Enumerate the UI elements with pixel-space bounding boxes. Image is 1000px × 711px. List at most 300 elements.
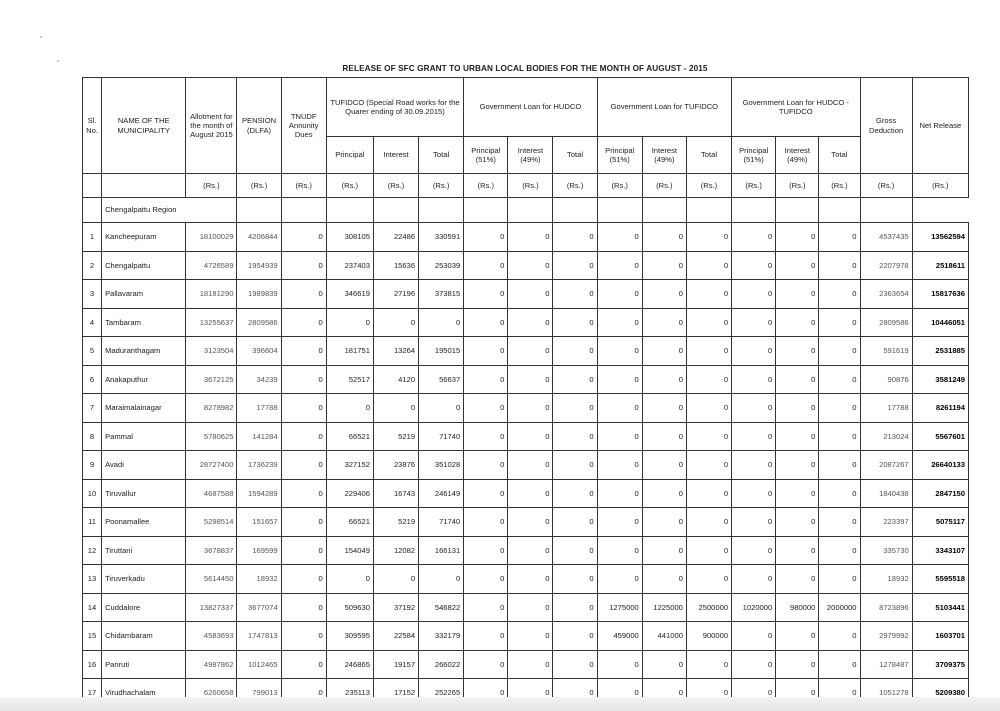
hudco-tufidco-interest-cell: 0: [776, 365, 819, 394]
gross-deduction-cell: 17788: [860, 394, 912, 423]
net-release-cell: 15817636: [912, 280, 968, 309]
hudco-principal-cell: 0: [464, 422, 508, 451]
tufidco-loan-interest-cell: 441000: [642, 622, 686, 651]
tufidco-interest-cell: 16743: [373, 479, 418, 508]
hudco-tufidco-total-cell: 0: [819, 508, 860, 537]
pension-cell: 1736239: [237, 451, 281, 480]
tnudf-cell: 0: [281, 622, 326, 651]
table-row: [83, 251, 969, 280]
pension-cell: 151657: [237, 508, 281, 537]
municipality-cell: Cuddalore: [102, 593, 186, 622]
hudco-total-cell: 0: [553, 337, 597, 366]
gross-deduction-cell: 90876: [860, 365, 912, 394]
region-cell-blank: [642, 198, 686, 223]
tufidco-loan-interest-cell: 0: [642, 479, 686, 508]
units-cell: (Rs.): [419, 174, 464, 198]
page-bottom-edge: [0, 697, 1000, 711]
net-release-cell: 2847150: [912, 479, 968, 508]
gross-deduction-cell: 591619: [860, 337, 912, 366]
tufidco-loan-total-cell: 0: [686, 451, 731, 480]
region-cell-blank: [553, 198, 597, 223]
units-cell: (Rs.): [326, 174, 373, 198]
hudco-total-cell: 0: [553, 251, 597, 280]
gross-deduction-cell: 4537435: [860, 223, 912, 252]
col-header-total: Total: [419, 137, 464, 174]
pension-cell: 17788: [237, 394, 281, 423]
table-row: [83, 365, 969, 394]
tufidco-loan-interest-cell: 0: [642, 308, 686, 337]
hudco-tufidco-interest-cell: 0: [776, 451, 819, 480]
tufidco-loan-principal-cell: 0: [597, 365, 642, 394]
gross-deduction-cell: 8723896: [860, 593, 912, 622]
hudco-interest-cell: 0: [508, 451, 553, 480]
net-release-cell: 3581249: [912, 365, 968, 394]
col-header-total: Total: [553, 137, 597, 174]
tufidco-principal-cell: 52517: [326, 365, 373, 394]
municipality-cell: Tambaram: [102, 308, 186, 337]
scan-speck: [40, 36, 42, 38]
tufidco-loan-principal-cell: 0: [597, 280, 642, 309]
hudco-principal-cell: 0: [464, 650, 508, 679]
tnudf-cell: 0: [281, 593, 326, 622]
page-title: RELEASE OF SFC GRANT TO URBAN LOCAL BODIES FOR THE MONTH OF AUGUST - 2015: [342, 64, 708, 73]
hudco-interest-cell: 0: [508, 679, 553, 708]
table-row: [83, 508, 969, 537]
gross-deduction-cell: 2363654: [860, 280, 912, 309]
tufidco-loan-principal-cell: 0: [597, 223, 642, 252]
col-group-hudco: Government Loan for HUDCO: [464, 78, 597, 137]
tufidco-total-cell: 330591: [419, 223, 464, 252]
tufidco-total-cell: 246149: [419, 479, 464, 508]
hudco-total-cell: 0: [553, 223, 597, 252]
units-cell: (Rs.): [553, 174, 597, 198]
hudco-interest-cell: 0: [508, 223, 553, 252]
net-release-cell: 26640133: [912, 451, 968, 480]
allotment-cell: 28727400: [186, 451, 237, 480]
col-header-sl: Sl. No.: [83, 78, 102, 174]
municipality-cell: Virudhachalam: [102, 679, 186, 708]
tufidco-loan-total-cell: 0: [686, 365, 731, 394]
tufidco-principal-cell: 346619: [326, 280, 373, 309]
tufidco-loan-total-cell: 0: [686, 308, 731, 337]
tufidco-loan-principal-cell: 0: [597, 508, 642, 537]
col-header-total: Total: [686, 137, 731, 174]
hudco-total-cell: 0: [553, 365, 597, 394]
municipality-cell: Kancheepuram: [102, 223, 186, 252]
table-row: [83, 536, 969, 565]
gross-deduction-cell: 2809586: [860, 308, 912, 337]
hudco-interest-cell: 0: [508, 280, 553, 309]
tufidco-loan-principal-cell: 0: [597, 565, 642, 594]
net-release-cell: 10446051: [912, 308, 968, 337]
hudco-tufidco-total-cell: 0: [819, 337, 860, 366]
region-cell-blank: [819, 198, 860, 223]
hudco-tufidco-principal-cell: 0: [732, 280, 776, 309]
gross-deduction-cell: 1278487: [860, 650, 912, 679]
col-header-principal-51: Principal (51%): [597, 137, 642, 174]
tufidco-loan-interest-cell: 0: [642, 536, 686, 565]
units-cell: (Rs.): [776, 174, 819, 198]
pension-cell: 1594289: [237, 479, 281, 508]
municipality-cell: Tiruttani: [102, 536, 186, 565]
gross-deduction-cell: 2207978: [860, 251, 912, 280]
hudco-tufidco-total-cell: 0: [819, 365, 860, 394]
tufidco-total-cell: 56637: [419, 365, 464, 394]
hudco-tufidco-total-cell: 2000000: [819, 593, 860, 622]
col-header-name: NAME OF THE MUNICIPALITY: [102, 78, 186, 174]
units-cell-blank: [102, 174, 186, 198]
tufidco-loan-principal-cell: 0: [597, 422, 642, 451]
tufidco-interest-cell: 13264: [373, 337, 418, 366]
table-row: [83, 394, 969, 423]
tufidco-loan-principal-cell: 0: [597, 479, 642, 508]
tufidco-loan-principal-cell: 1275000: [597, 593, 642, 622]
hudco-tufidco-principal-cell: 0: [732, 365, 776, 394]
hudco-total-cell: 0: [553, 422, 597, 451]
table-row: [83, 422, 969, 451]
tufidco-principal-cell: 154049: [326, 536, 373, 565]
tnudf-cell: 0: [281, 650, 326, 679]
pension-cell: 799013: [237, 679, 281, 708]
hudco-tufidco-interest-cell: 0: [776, 565, 819, 594]
gross-deduction-cell: 18932: [860, 565, 912, 594]
gross-deduction-cell: 2087267: [860, 451, 912, 480]
municipality-cell: Anakaputhur: [102, 365, 186, 394]
gross-deduction-cell: 223397: [860, 508, 912, 537]
hudco-tufidco-principal-cell: 0: [732, 223, 776, 252]
units-cell-blank: [83, 174, 102, 198]
tufidco-principal-cell: 246865: [326, 650, 373, 679]
tufidco-total-cell: 253039: [419, 251, 464, 280]
scan-speck: [57, 60, 59, 62]
tufidco-total-cell: 351028: [419, 451, 464, 480]
tufidco-loan-principal-cell: 0: [597, 650, 642, 679]
tufidco-loan-principal-cell: 459000: [597, 622, 642, 651]
col-group-tufidco: TUFIDCO (Special Road works for the Quarer ending of 30.09.2015): [326, 78, 463, 137]
tufidco-loan-principal-cell: 0: [597, 679, 642, 708]
allotment-cell: 13827337: [186, 593, 237, 622]
tufidco-loan-interest-cell: 0: [642, 565, 686, 594]
hudco-tufidco-interest-cell: 980000: [776, 593, 819, 622]
pension-cell: 3677074: [237, 593, 281, 622]
units-cell: (Rs.): [642, 174, 686, 198]
hudco-principal-cell: 0: [464, 479, 508, 508]
hudco-interest-cell: 0: [508, 565, 553, 594]
tufidco-principal-cell: 66521: [326, 508, 373, 537]
col-header-principal-51: Principal (51%): [464, 137, 508, 174]
allotment-cell: 6260658: [186, 679, 237, 708]
tufidco-interest-cell: 5219: [373, 422, 418, 451]
municipality-cell: Pallavaram: [102, 280, 186, 309]
tufidco-loan-total-cell: 0: [686, 422, 731, 451]
municipality-cell: Panruti: [102, 650, 186, 679]
hudco-tufidco-total-cell: 0: [819, 451, 860, 480]
hudco-tufidco-total-cell: 0: [819, 223, 860, 252]
sl-cell: 12: [83, 536, 102, 565]
tufidco-loan-interest-cell: 0: [642, 223, 686, 252]
tnudf-cell: 0: [281, 394, 326, 423]
sl-cell: 3: [83, 280, 102, 309]
hudco-interest-cell: 0: [508, 508, 553, 537]
units-cell: (Rs.): [373, 174, 418, 198]
region-cell-blank: [464, 198, 508, 223]
tufidco-total-cell: 0: [419, 565, 464, 594]
hudco-total-cell: 0: [553, 622, 597, 651]
col-header-principal: Principal: [326, 137, 373, 174]
hudco-interest-cell: 0: [508, 536, 553, 565]
hudco-total-cell: 0: [553, 679, 597, 708]
tufidco-total-cell: 252265: [419, 679, 464, 708]
tnudf-cell: 0: [281, 251, 326, 280]
units-cell: (Rs.): [819, 174, 860, 198]
tufidco-interest-cell: 22584: [373, 622, 418, 651]
hudco-tufidco-principal-cell: 0: [732, 622, 776, 651]
units-cell: (Rs.): [237, 174, 281, 198]
table-row: [83, 479, 969, 508]
units-cell: (Rs.): [860, 174, 912, 198]
net-release-cell: 3709375: [912, 650, 968, 679]
net-release-cell: 2518611: [912, 251, 968, 280]
hudco-total-cell: 0: [553, 650, 597, 679]
tufidco-interest-cell: 27196: [373, 280, 418, 309]
tufidco-principal-cell: 0: [326, 308, 373, 337]
tufidco-total-cell: 71740: [419, 508, 464, 537]
units-cell: (Rs.): [686, 174, 731, 198]
hudco-interest-cell: 0: [508, 394, 553, 423]
hudco-tufidco-total-cell: 0: [819, 280, 860, 309]
hudco-tufidco-total-cell: 0: [819, 394, 860, 423]
sl-cell: 8: [83, 422, 102, 451]
sl-cell: 17: [83, 679, 102, 708]
region-label: Chengalpattu Region: [102, 198, 237, 223]
units-cell: (Rs.): [508, 174, 553, 198]
tufidco-total-cell: 0: [419, 394, 464, 423]
hudco-tufidco-interest-cell: 0: [776, 479, 819, 508]
col-header-tnudf: TNUDF Annunity Dues: [281, 78, 326, 174]
hudco-tufidco-principal-cell: 0: [732, 508, 776, 537]
gross-deduction-cell: 2979992: [860, 622, 912, 651]
tufidco-loan-total-cell: 900000: [686, 622, 731, 651]
tufidco-total-cell: 71740: [419, 422, 464, 451]
table-row: [83, 280, 969, 309]
region-cell-blank: [281, 198, 326, 223]
sl-cell: 6: [83, 365, 102, 394]
net-release-cell: 13562594: [912, 223, 968, 252]
municipality-cell: Avadi: [102, 451, 186, 480]
hudco-tufidco-total-cell: 0: [819, 479, 860, 508]
tufidco-principal-cell: 66521: [326, 422, 373, 451]
tufidco-principal-cell: 0: [326, 565, 373, 594]
grant-release-table: [82, 77, 969, 708]
tufidco-interest-cell: 19157: [373, 650, 418, 679]
sl-cell: 4: [83, 308, 102, 337]
hudco-tufidco-interest-cell: 0: [776, 251, 819, 280]
tufidco-interest-cell: 5219: [373, 508, 418, 537]
tufidco-loan-total-cell: 0: [686, 251, 731, 280]
col-header-interest-49: Interest (49%): [642, 137, 686, 174]
allotment-cell: 18100029: [186, 223, 237, 252]
region-cell-blank: [860, 198, 912, 223]
municipality-cell: Tiruvallur: [102, 479, 186, 508]
units-cell: (Rs.): [281, 174, 326, 198]
pension-cell: 1954939: [237, 251, 281, 280]
tufidco-loan-interest-cell: 0: [642, 451, 686, 480]
allotment-cell: 3672125: [186, 365, 237, 394]
hudco-principal-cell: 0: [464, 394, 508, 423]
hudco-total-cell: 0: [553, 536, 597, 565]
hudco-principal-cell: 0: [464, 593, 508, 622]
tufidco-loan-interest-cell: 1225000: [642, 593, 686, 622]
tufidco-interest-cell: 23876: [373, 451, 418, 480]
tufidco-total-cell: 166131: [419, 536, 464, 565]
units-cell: (Rs.): [732, 174, 776, 198]
allotment-cell: 5614450: [186, 565, 237, 594]
hudco-tufidco-interest-cell: 0: [776, 337, 819, 366]
tufidco-loan-interest-cell: 0: [642, 679, 686, 708]
allotment-cell: 5298514: [186, 508, 237, 537]
tufidco-interest-cell: 0: [373, 394, 418, 423]
hudco-interest-cell: 0: [508, 365, 553, 394]
tufidco-principal-cell: 235113: [326, 679, 373, 708]
hudco-tufidco-interest-cell: 0: [776, 536, 819, 565]
hudco-interest-cell: 0: [508, 622, 553, 651]
sl-cell: 11: [83, 508, 102, 537]
tnudf-cell: 0: [281, 223, 326, 252]
tnudf-cell: 0: [281, 365, 326, 394]
table-row: [83, 308, 969, 337]
tnudf-cell: 0: [281, 479, 326, 508]
net-release-cell: 3343107: [912, 536, 968, 565]
municipality-cell: Chengalpattu: [102, 251, 186, 280]
tnudf-cell: 0: [281, 451, 326, 480]
col-header-net: Net Release: [912, 78, 968, 174]
hudco-tufidco-interest-cell: 0: [776, 394, 819, 423]
allotment-cell: 3678837: [186, 536, 237, 565]
tufidco-loan-total-cell: 0: [686, 536, 731, 565]
hudco-tufidco-principal-cell: 0: [732, 337, 776, 366]
hudco-principal-cell: 0: [464, 251, 508, 280]
pension-cell: 141284: [237, 422, 281, 451]
hudco-tufidco-principal-cell: 0: [732, 422, 776, 451]
tufidco-loan-total-cell: 0: [686, 337, 731, 366]
gross-deduction-cell: 213024: [860, 422, 912, 451]
tufidco-loan-total-cell: 0: [686, 650, 731, 679]
gross-deduction-cell: 335730: [860, 536, 912, 565]
region-cell-blank: [597, 198, 642, 223]
tufidco-loan-interest-cell: 0: [642, 280, 686, 309]
hudco-interest-cell: 0: [508, 308, 553, 337]
hudco-principal-cell: 0: [464, 536, 508, 565]
tufidco-loan-principal-cell: 0: [597, 337, 642, 366]
hudco-tufidco-total-cell: 0: [819, 308, 860, 337]
col-header-gross: Gross Deduction: [860, 78, 912, 174]
hudco-principal-cell: 0: [464, 365, 508, 394]
net-release-cell: 5075117: [912, 508, 968, 537]
hudco-tufidco-principal-cell: 0: [732, 451, 776, 480]
municipality-cell: Pammal: [102, 422, 186, 451]
hudco-tufidco-principal-cell: 0: [732, 251, 776, 280]
units-cell: (Rs.): [186, 174, 237, 198]
hudco-interest-cell: 0: [508, 479, 553, 508]
tufidco-interest-cell: 37192: [373, 593, 418, 622]
pension-cell: 1012465: [237, 650, 281, 679]
hudco-principal-cell: 0: [464, 565, 508, 594]
tufidco-total-cell: 195015: [419, 337, 464, 366]
header-row-groups: [83, 78, 969, 137]
pension-cell: 396604: [237, 337, 281, 366]
pension-cell: 169599: [237, 536, 281, 565]
municipality-cell: Chidambaram: [102, 622, 186, 651]
hudco-interest-cell: 0: [508, 650, 553, 679]
col-header-pension: PENSION (DLFA): [237, 78, 281, 174]
col-header-interest-49: Interest (49%): [508, 137, 553, 174]
hudco-total-cell: 0: [553, 451, 597, 480]
pension-cell: 4206844: [237, 223, 281, 252]
tufidco-principal-cell: 237403: [326, 251, 373, 280]
table-row: [83, 223, 969, 252]
net-release-cell: 1603701: [912, 622, 968, 651]
tufidco-loan-interest-cell: 0: [642, 337, 686, 366]
pension-cell: 2809586: [237, 308, 281, 337]
hudco-tufidco-interest-cell: 0: [776, 280, 819, 309]
sl-cell: 5: [83, 337, 102, 366]
tufidco-interest-cell: 4120: [373, 365, 418, 394]
units-cell: (Rs.): [464, 174, 508, 198]
hudco-total-cell: 0: [553, 308, 597, 337]
tufidco-loan-principal-cell: 0: [597, 308, 642, 337]
hudco-tufidco-total-cell: 0: [819, 622, 860, 651]
hudco-tufidco-total-cell: 0: [819, 251, 860, 280]
tufidco-loan-interest-cell: 0: [642, 251, 686, 280]
table-row: [83, 451, 969, 480]
region-cell-blank: [326, 198, 373, 223]
tufidco-total-cell: 266022: [419, 650, 464, 679]
hudco-tufidco-principal-cell: 0: [732, 650, 776, 679]
hudco-total-cell: 0: [553, 394, 597, 423]
hudco-interest-cell: 0: [508, 337, 553, 366]
municipality-cell: Poonamallee: [102, 508, 186, 537]
sl-cell: 1: [83, 223, 102, 252]
tufidco-loan-principal-cell: 0: [597, 394, 642, 423]
region-cell-blank: [83, 198, 102, 223]
hudco-tufidco-principal-cell: 0: [732, 565, 776, 594]
hudco-tufidco-principal-cell: 1020000: [732, 593, 776, 622]
sl-cell: 10: [83, 479, 102, 508]
tnudf-cell: 0: [281, 422, 326, 451]
tufidco-loan-total-cell: 0: [686, 565, 731, 594]
region-cell-blank: [237, 198, 281, 223]
pension-cell: 1989839: [237, 280, 281, 309]
region-row: [83, 198, 969, 223]
hudco-principal-cell: 0: [464, 223, 508, 252]
net-release-cell: 5103441: [912, 593, 968, 622]
hudco-tufidco-principal-cell: 0: [732, 536, 776, 565]
table-row: [83, 650, 969, 679]
hudco-principal-cell: 0: [464, 508, 508, 537]
col-header-total: Total: [819, 137, 860, 174]
municipality-cell: Maduranthagam: [102, 337, 186, 366]
hudco-tufidco-total-cell: 0: [819, 679, 860, 708]
col-group-tufidco-loan: Government Loan for TUFIDCO: [597, 78, 731, 137]
tufidco-total-cell: 332179: [419, 622, 464, 651]
hudco-principal-cell: 0: [464, 679, 508, 708]
tufidco-loan-total-cell: 0: [686, 508, 731, 537]
tufidco-loan-total-cell: 0: [686, 280, 731, 309]
hudco-principal-cell: 0: [464, 337, 508, 366]
hudco-tufidco-interest-cell: 0: [776, 223, 819, 252]
hudco-tufidco-principal-cell: 0: [732, 394, 776, 423]
table-row: [83, 622, 969, 651]
